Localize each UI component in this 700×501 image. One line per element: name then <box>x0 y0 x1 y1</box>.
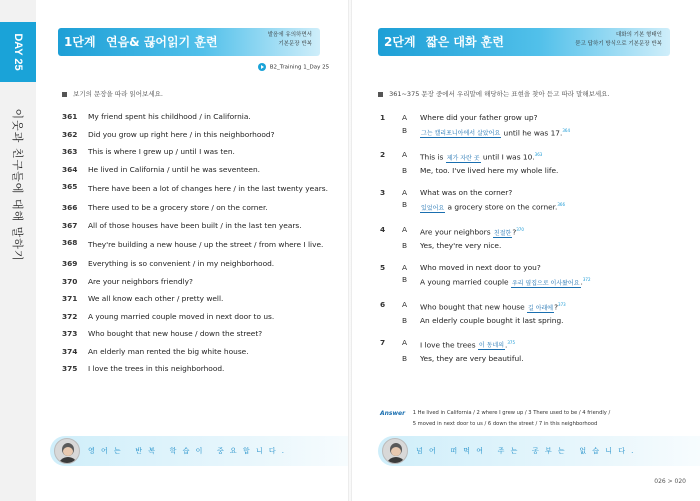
section-title: 짧은 대화 훈련 <box>426 35 504 49</box>
speaker-label: A <box>402 150 408 160</box>
dialogue-item <box>380 337 680 365</box>
reference-number: 363 <box>534 152 543 158</box>
speaker-label: B <box>402 316 408 326</box>
section-header-2 <box>378 28 670 56</box>
footer-bar <box>378 436 700 466</box>
section-subtitle: 대화의 기본 형태인 묻고 답하기 방식으로 기본문장 반복 <box>575 32 662 47</box>
sentence-item: 372 A young married couple moved in next door to us. <box>62 311 275 321</box>
speaker-label: A <box>402 187 408 197</box>
day-label: DAY 25 <box>0 22 36 82</box>
sentence-item: 368 They're building a new house / up the street / from where I live. <box>62 238 324 249</box>
dialogue-line-b: B 있었어요 a grocery store on the corner.$^{366}$ <box>402 199 680 215</box>
speaker-label: A <box>402 225 408 235</box>
reference-number: 372 <box>582 277 591 283</box>
dialogue-item <box>380 149 680 177</box>
dialogue-list <box>380 112 680 374</box>
dialogue-line-b: B 그는 캘리포니아에서 살았어요 until he was 17.$^{364}$ <box>402 125 680 141</box>
dialogue-item <box>380 224 680 252</box>
dialogue-line-b: B Yes, they're very nice. <box>402 240 680 253</box>
footer-motto: 영어는 반복 학습이 중요합니다. <box>88 447 291 455</box>
section-subtitle: 발음에 유의하면서 기본문장 반복 <box>267 32 312 47</box>
play-icon[interactable] <box>258 63 266 71</box>
dialogue-item <box>380 187 680 215</box>
speaker-label: B <box>402 275 408 285</box>
speaker-label: A <box>402 337 408 347</box>
dialogue-item <box>380 112 680 140</box>
dialogue-number: 6 <box>380 300 386 310</box>
korean-hint: 제가 자란 곳 <box>446 154 480 162</box>
avatar <box>54 438 80 464</box>
day-title: 이웃과 친구들에 대해 말하기 <box>11 108 24 262</box>
footer-motto: 넘어 떠먹여 주는 공부는 없습니다. <box>416 447 640 455</box>
dialogue-line-b: B A young married couple 우리 옆집으로 이사왔어요.$^{372}$ <box>402 274 680 290</box>
dialogue-number: 7 <box>380 337 386 347</box>
sentence-item: 371 We all know each other / pretty well. <box>62 294 224 303</box>
reference-number: 373 <box>558 302 566 308</box>
dialogue-line-a: A Who moved in next door to you? <box>402 262 680 275</box>
answer-line: 1 He lived in California / 2 where I grew up / 3 There used to be / 4 friendly / <box>412 410 611 416</box>
page-number: 026 > 020 <box>654 478 686 485</box>
sentence-item: 362 Did you grow up right here / in this neighborhood? <box>62 129 275 139</box>
instruction: 보기의 문장을 따라 읽어보세요. <box>62 89 163 98</box>
speaker-label: B <box>402 200 408 210</box>
dialogue-line-b: B Me, too. I've lived here my whole life. <box>402 165 680 178</box>
right-page <box>350 0 700 501</box>
reference-number: 375 <box>507 339 516 345</box>
speaker-label: A <box>402 300 408 310</box>
speaker-label: A <box>402 262 408 272</box>
sentence-list <box>62 112 332 382</box>
korean-hint: 친절한 <box>493 229 512 237</box>
avatar <box>382 438 408 464</box>
speaker-label: B <box>402 125 408 135</box>
section-number: 1단계 <box>64 35 96 49</box>
section-number: 2단계 <box>384 35 416 49</box>
reference-number: 366 <box>557 202 566 208</box>
reference-number: 364 <box>562 127 570 133</box>
dialogue-line-a: A What was on the corner? <box>402 187 680 200</box>
answer-line: 5 moved in next door to us / 6 down the street / 7 in this neighborhood <box>412 421 598 427</box>
speaker-label: B <box>402 166 408 176</box>
dialogue-line-b: B An elderly couple bought it last spring. <box>402 315 680 328</box>
dialogue-item <box>380 299 680 327</box>
sentence-item: 370 Are your neighbors friendly? <box>62 276 193 286</box>
dialogue-line-a: A I love the trees 이 동네의.$^{375}$ <box>402 337 680 353</box>
dialogue-line-a: A Are your neighbors 친절한?$^{370}$ <box>402 224 680 240</box>
day-side-tab <box>0 0 36 501</box>
dialogue-number: 5 <box>380 262 386 272</box>
korean-hint: 이 동네의 <box>478 342 505 350</box>
answer-label: Answer <box>380 410 406 417</box>
korean-hint: 길 아래에 <box>528 304 554 312</box>
section-header-1 <box>58 28 320 56</box>
speaker-label: A <box>402 113 408 122</box>
section-title: 연음& 끊어읽기 훈련 <box>106 35 218 49</box>
dialogue-number: 4 <box>380 225 386 235</box>
dialogue-line-b: B Yes, they are very beautiful. <box>402 353 680 366</box>
reference-number: 370 <box>516 227 524 233</box>
dialogue-number: 1 <box>380 113 386 122</box>
sentence-item: 369 Everything is so convenient / in my neighborhood. <box>62 259 275 268</box>
bullet-icon <box>378 92 383 97</box>
dialogue-line-a: A This is 제가 자란 곳 until I was 10.$^{363}$ <box>402 149 680 165</box>
footer-bar <box>50 436 350 466</box>
sentence-item: 373 Who bought that new house / down the street? <box>62 329 263 338</box>
sentence-item: 365 There have been a lot of changes here / in the last twenty years. <box>62 182 328 193</box>
sentence-item: 375 I love the trees in this neighborhood. <box>62 364 225 373</box>
dialogue-number: 2 <box>380 150 386 160</box>
dialogue-item <box>380 262 680 290</box>
bullet-icon <box>62 92 67 97</box>
korean-hint: 있었어요 <box>421 204 445 212</box>
speaker-label: B <box>402 241 408 251</box>
korean-hint: 그는 캘리포니아에서 살았어요 <box>421 129 501 137</box>
audio-track[interactable]: B2_Training 1_Day 25 <box>258 63 329 71</box>
sentence-item: 364 He lived in California / until he was seventeen. <box>62 164 260 174</box>
speaker-label: B <box>402 353 408 363</box>
sentence-item: 366 There used to be a grocery store / on the corner. <box>62 203 268 212</box>
sentence-item: 367 All of those houses have been built / in the last ten years. <box>62 220 302 230</box>
dialogue-line-a: A Where did your father grow up? <box>402 112 680 125</box>
sentence-item: 361 My friend spent his childhood / in California. <box>62 112 251 121</box>
answer-key <box>380 408 690 430</box>
dialogue-line-a: A Who bought that new house 길 아래에?$^{373}$ <box>402 299 680 315</box>
sentence-item: 374 An elderly man rented the big white house. <box>62 346 249 356</box>
dialogue-number: 3 <box>380 187 386 197</box>
instruction: 361~375 문장 중에서 우리말에 해당하는 표현을 찾아 듣고 따라 말해보세요. <box>378 89 610 98</box>
sentence-item: 363 This is where I grew up / until I was ten. <box>62 147 235 156</box>
korean-hint: 우리 옆집으로 이사왔어요 <box>511 279 580 287</box>
